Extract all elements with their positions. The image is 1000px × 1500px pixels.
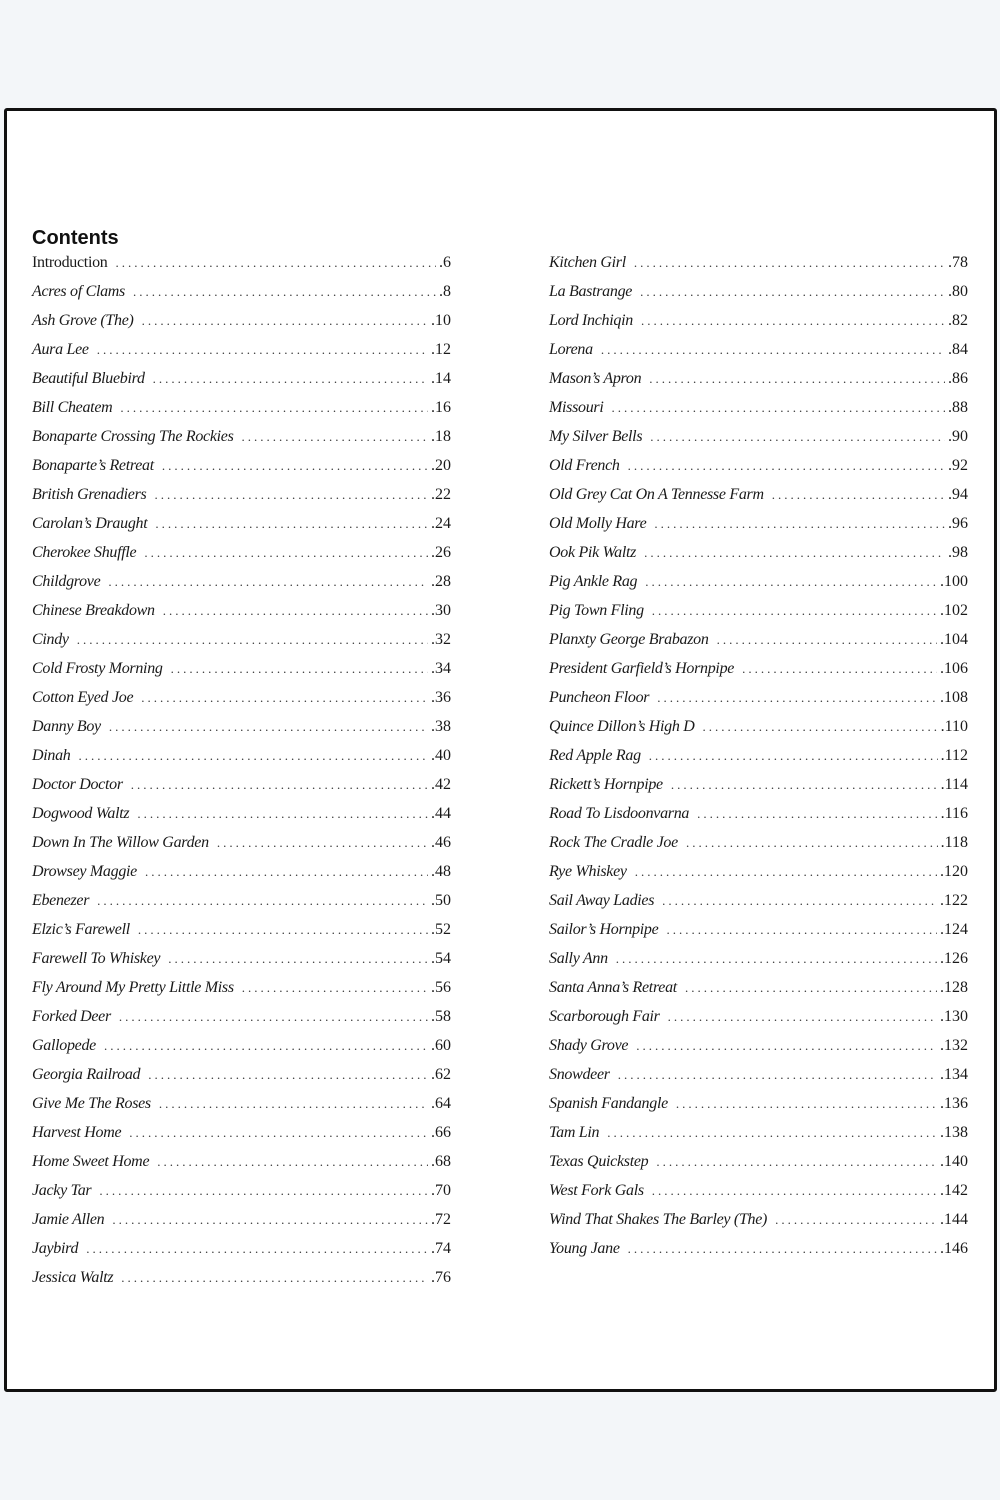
toc-entry-title: Jacky Tar xyxy=(32,1182,92,1199)
toc-entry-title: Texas Quickstep xyxy=(549,1153,649,1170)
toc-entry-page-number: .54 xyxy=(431,950,451,967)
toc-entry-page-number: .20 xyxy=(431,457,451,474)
dot-leader xyxy=(616,951,937,967)
toc-entry-title: Spanish Fandangle xyxy=(549,1095,668,1112)
dot-leader xyxy=(109,719,428,735)
toc-entry-title: Bill Cheatem xyxy=(32,399,113,416)
dot-leader xyxy=(649,371,945,387)
dot-leader xyxy=(242,429,428,445)
dot-leader xyxy=(155,516,428,532)
toc-entry-page-number: .36 xyxy=(431,689,451,706)
dot-leader xyxy=(148,1067,428,1083)
toc-entry xyxy=(32,428,451,457)
dot-leader xyxy=(141,690,428,706)
dot-leader xyxy=(717,632,937,648)
toc-entry-title: Old French xyxy=(549,457,620,474)
dot-leader xyxy=(628,1241,937,1257)
toc-entry-page-number: .42 xyxy=(431,776,451,793)
toc-entry-page-number: .50 xyxy=(431,892,451,909)
toc-entry-title: Elzic’s Farewell xyxy=(32,921,130,938)
toc-entry-title: Cherokee Shuffle xyxy=(32,544,137,561)
toc-entry-page-number: .132 xyxy=(940,1037,968,1054)
toc-entry-title: Sailor’s Hornpipe xyxy=(549,921,659,938)
toc-entry-page-number: .26 xyxy=(431,544,451,561)
toc-entry xyxy=(549,544,968,573)
toc-entry-title: Mason’s Apron xyxy=(549,370,642,387)
toc-entry-title: Fly Around My Pretty Little Miss xyxy=(32,979,234,996)
toc-entry-page-number: .144 xyxy=(940,1211,968,1228)
toc-entry-title: Scarborough Fair xyxy=(549,1008,660,1025)
toc-entry-page-number: .110 xyxy=(940,718,968,735)
toc-entry-page-number: .88 xyxy=(948,399,968,416)
toc-entry-page-number: .80 xyxy=(948,283,968,300)
toc-entry-title: Acres of Clams xyxy=(32,283,125,300)
toc-entry-page-number: .60 xyxy=(431,1037,451,1054)
toc-entry-page-number: .18 xyxy=(431,428,451,445)
toc-entry-title: Ash Grove (The) xyxy=(32,312,134,329)
toc-entry xyxy=(549,1240,968,1269)
toc-entry-title: Harvest Home xyxy=(32,1124,122,1141)
toc-entry-title: Dinah xyxy=(32,747,71,764)
toc-entry xyxy=(549,341,968,370)
dot-leader xyxy=(162,458,428,474)
toc-entry xyxy=(32,544,451,573)
document-page xyxy=(4,108,997,1392)
dot-leader xyxy=(86,1241,428,1257)
toc-entry xyxy=(32,399,451,428)
toc-entry xyxy=(32,979,451,1008)
contents-column-left xyxy=(32,254,451,1298)
toc-entry-page-number: .86 xyxy=(948,370,968,387)
toc-entry-title: Sally Ann xyxy=(549,950,608,967)
toc-entry xyxy=(549,1037,968,1066)
toc-entry-page-number: .16 xyxy=(431,399,451,416)
toc-entry xyxy=(32,631,451,660)
toc-entry-page-number: .52 xyxy=(431,921,451,938)
toc-entry-title: Georgia Railroad xyxy=(32,1066,141,1083)
toc-entry-page-number: .142 xyxy=(940,1182,968,1199)
dot-leader xyxy=(645,574,937,590)
dot-leader xyxy=(668,1009,937,1025)
toc-entry xyxy=(32,718,451,747)
toc-entry xyxy=(32,312,451,341)
toc-entry xyxy=(549,747,968,776)
dot-leader xyxy=(703,719,938,735)
toc-entry-title: Tam Lin xyxy=(549,1124,600,1141)
toc-entry-page-number: .64 xyxy=(431,1095,451,1112)
toc-entry xyxy=(32,950,451,979)
dot-leader xyxy=(79,748,428,764)
toc-entry xyxy=(549,370,968,399)
toc-entry-title: Lorena xyxy=(549,341,593,358)
toc-entry xyxy=(32,1269,451,1298)
toc-entry xyxy=(32,1037,451,1066)
toc-entry-title: Danny Boy xyxy=(32,718,101,735)
dot-leader xyxy=(159,1096,428,1112)
toc-entry-title: Jessica Waltz xyxy=(32,1269,114,1286)
dot-leader xyxy=(775,1212,937,1228)
toc-entry-page-number: .62 xyxy=(431,1066,451,1083)
dot-leader xyxy=(120,400,428,416)
dot-leader xyxy=(666,922,937,938)
toc-entry-title: British Grenadiers xyxy=(32,486,147,503)
dot-leader xyxy=(636,1038,937,1054)
toc-entry-page-number: .44 xyxy=(431,805,451,822)
toc-entry-page-number: .56 xyxy=(431,979,451,996)
toc-entry xyxy=(32,254,451,283)
toc-entry-title: La Bastrange xyxy=(549,283,633,300)
toc-entry xyxy=(32,805,451,834)
toc-entry-page-number: .118 xyxy=(940,834,968,851)
dot-leader xyxy=(163,603,428,619)
dot-leader xyxy=(129,1125,428,1141)
toc-entry-page-number: .106 xyxy=(940,660,968,677)
dot-leader xyxy=(108,574,428,590)
contents-column-right xyxy=(549,254,968,1269)
toc-entry xyxy=(549,254,968,283)
toc-entry-page-number: .104 xyxy=(940,631,968,648)
toc-entry-page-number: .140 xyxy=(940,1153,968,1170)
toc-entry-title: Ook Pik Waltz xyxy=(549,544,637,561)
dot-leader xyxy=(644,545,945,561)
toc-entry xyxy=(549,892,968,921)
toc-entry-page-number: .98 xyxy=(948,544,968,561)
toc-entry-page-number: .66 xyxy=(431,1124,451,1141)
dot-leader xyxy=(656,1154,937,1170)
toc-entry-title: Jaybird xyxy=(32,1240,79,1257)
dot-leader xyxy=(116,255,437,271)
toc-entry xyxy=(32,1240,451,1269)
dot-leader xyxy=(145,864,428,880)
toc-entry-page-number: .10 xyxy=(431,312,451,329)
toc-entry-title: Red Apple Rag xyxy=(549,747,641,764)
toc-entry-page-number: .108 xyxy=(940,689,968,706)
toc-entry xyxy=(32,515,451,544)
toc-entry-page-number: .72 xyxy=(431,1211,451,1228)
toc-entry xyxy=(32,486,451,515)
dot-leader xyxy=(168,951,428,967)
toc-entry-page-number: .122 xyxy=(940,892,968,909)
toc-entry-title: Farewell To Whiskey xyxy=(32,950,161,967)
toc-entry-page-number: .130 xyxy=(940,1008,968,1025)
toc-entry xyxy=(32,573,451,602)
toc-entry-page-number: .136 xyxy=(940,1095,968,1112)
toc-entry-title: Cold Frosty Morning xyxy=(32,660,163,677)
toc-entry xyxy=(32,776,451,805)
toc-entry-title: Home Sweet Home xyxy=(32,1153,150,1170)
dot-leader xyxy=(634,255,945,271)
dot-leader xyxy=(154,487,428,503)
toc-entry-page-number: .24 xyxy=(431,515,451,532)
toc-entry-title: Pig Ankle Rag xyxy=(549,573,638,590)
toc-entry-title: Old Molly Hare xyxy=(549,515,647,532)
toc-entry xyxy=(32,689,451,718)
toc-entry xyxy=(549,631,968,660)
toc-entry-title: Carolan’s Draught xyxy=(32,515,148,532)
toc-entry xyxy=(549,776,968,805)
dot-leader xyxy=(138,922,428,938)
dot-leader xyxy=(686,835,938,851)
toc-entry xyxy=(32,1095,451,1124)
toc-entry-page-number: .128 xyxy=(940,979,968,996)
toc-entry xyxy=(32,1124,451,1153)
toc-entry-page-number: .30 xyxy=(431,602,451,619)
toc-entry-title: Drowsey Maggie xyxy=(32,863,137,880)
toc-entry-page-number: .6 xyxy=(439,254,451,271)
toc-entry-title: Road To Lisdoonvarna xyxy=(549,805,690,822)
toc-entry-title: Bonaparte Crossing The Rockies xyxy=(32,428,234,445)
dot-leader xyxy=(97,893,428,909)
toc-entry-title: Sail Away Ladies xyxy=(549,892,655,909)
toc-entry xyxy=(549,863,968,892)
dot-leader xyxy=(119,1009,428,1025)
page-title: Contents xyxy=(32,227,119,249)
toc-entry xyxy=(549,834,968,863)
toc-entry-title: Quince Dillon’s High D xyxy=(549,718,695,735)
toc-entry-title: Forked Deer xyxy=(32,1008,111,1025)
dot-leader xyxy=(671,777,938,793)
toc-entry xyxy=(549,573,968,602)
toc-entry xyxy=(549,1124,968,1153)
toc-entry-page-number: .92 xyxy=(948,457,968,474)
toc-entry xyxy=(549,805,968,834)
dot-leader xyxy=(628,458,945,474)
toc-entry-title: Ebenezer xyxy=(32,892,90,909)
toc-entry-page-number: .74 xyxy=(431,1240,451,1257)
toc-entry-title: Old Grey Cat On A Tennesse Farm xyxy=(549,486,764,503)
dot-leader xyxy=(142,313,428,329)
toc-entry xyxy=(549,486,968,515)
dot-leader xyxy=(618,1067,937,1083)
dot-leader xyxy=(217,835,428,851)
toc-entry xyxy=(32,1182,451,1211)
dot-leader xyxy=(654,516,945,532)
toc-entry-page-number: .32 xyxy=(431,631,451,648)
toc-entry-title: Wind That Shakes The Barley (The) xyxy=(549,1211,768,1228)
dot-leader xyxy=(99,1183,428,1199)
toc-entry-page-number: .48 xyxy=(431,863,451,880)
toc-entry-page-number: .114 xyxy=(940,776,968,793)
toc-entry-page-number: .120 xyxy=(940,863,968,880)
toc-entry xyxy=(32,747,451,776)
dot-leader xyxy=(742,661,937,677)
toc-entry-page-number: .102 xyxy=(940,602,968,619)
dot-leader xyxy=(685,980,937,996)
toc-entry-title: Pig Town Fling xyxy=(549,602,644,619)
toc-entry xyxy=(549,921,968,950)
toc-entry-title: Down In The Willow Garden xyxy=(32,834,209,851)
toc-entry-page-number: .84 xyxy=(948,341,968,358)
toc-entry-title: Puncheon Floor xyxy=(549,689,650,706)
toc-entry xyxy=(32,283,451,312)
toc-entry xyxy=(32,863,451,892)
toc-entry-page-number: .22 xyxy=(431,486,451,503)
toc-entry xyxy=(549,1008,968,1037)
toc-entry xyxy=(549,515,968,544)
toc-entry-title: Dogwood Waltz xyxy=(32,805,130,822)
toc-entry-title: Aura Lee xyxy=(32,341,89,358)
toc-entry-title: Gallopede xyxy=(32,1037,96,1054)
toc-entry-title: Missouri xyxy=(549,399,604,416)
toc-entry-page-number: .38 xyxy=(431,718,451,735)
toc-entry-page-number: .94 xyxy=(948,486,968,503)
dot-leader xyxy=(652,603,937,619)
toc-entry xyxy=(32,457,451,486)
toc-entry-title: Kitchen Girl xyxy=(549,254,626,271)
toc-entry-page-number: .70 xyxy=(431,1182,451,1199)
dot-leader xyxy=(144,545,428,561)
toc-entry-title: Introduction xyxy=(32,254,108,271)
toc-entry-title: Doctor Doctor xyxy=(32,776,123,793)
dot-leader xyxy=(137,806,428,822)
dot-leader xyxy=(657,690,937,706)
toc-entry-page-number: .68 xyxy=(431,1153,451,1170)
dot-leader xyxy=(641,313,945,329)
toc-entry-title: Chinese Breakdown xyxy=(32,602,155,619)
toc-entry-page-number: .134 xyxy=(940,1066,968,1083)
dot-leader xyxy=(97,342,428,358)
dot-leader xyxy=(635,864,937,880)
toc-entry-title: West Fork Gals xyxy=(549,1182,644,1199)
toc-entry-page-number: .126 xyxy=(940,950,968,967)
toc-entry-title: Rock The Cradle Joe xyxy=(549,834,678,851)
toc-entry xyxy=(32,602,451,631)
toc-entry xyxy=(32,1066,451,1095)
dot-leader xyxy=(697,806,937,822)
dot-leader xyxy=(772,487,945,503)
toc-entry xyxy=(549,718,968,747)
toc-entry-title: Cindy xyxy=(32,631,69,648)
toc-entry xyxy=(549,457,968,486)
toc-entry-page-number: .46 xyxy=(431,834,451,851)
toc-entry xyxy=(549,660,968,689)
dot-leader xyxy=(153,371,428,387)
toc-entry xyxy=(549,602,968,631)
toc-entry-title: Childgrove xyxy=(32,573,101,590)
toc-entry xyxy=(549,399,968,428)
toc-entry-title: Jamie Allen xyxy=(32,1211,105,1228)
toc-entry-page-number: .12 xyxy=(431,341,451,358)
dot-leader xyxy=(601,342,945,358)
toc-entry-title: Santa Anna’s Retreat xyxy=(549,979,677,996)
toc-entry-title: Planxty George Brabazon xyxy=(549,631,709,648)
toc-entry-title: Bonaparte’s Retreat xyxy=(32,457,154,474)
dot-leader xyxy=(131,777,428,793)
dot-leader xyxy=(133,284,436,300)
toc-entry xyxy=(32,1153,451,1182)
toc-entry-page-number: .90 xyxy=(948,428,968,445)
toc-entry-page-number: .96 xyxy=(948,515,968,532)
dot-leader xyxy=(652,1183,937,1199)
toc-entry-page-number: .28 xyxy=(431,573,451,590)
toc-entry-page-number: .100 xyxy=(940,573,968,590)
toc-entry-title: My Silver Bells xyxy=(549,428,643,445)
toc-entry-page-number: .76 xyxy=(431,1269,451,1286)
toc-entry-page-number: .8 xyxy=(439,283,451,300)
dot-leader xyxy=(662,893,937,909)
toc-entry-page-number: .82 xyxy=(948,312,968,329)
toc-entry xyxy=(32,370,451,399)
toc-entry xyxy=(549,950,968,979)
toc-entry xyxy=(549,689,968,718)
toc-entry-title: Rye Whiskey xyxy=(549,863,627,880)
dot-leader xyxy=(676,1096,937,1112)
toc-entry xyxy=(32,892,451,921)
toc-entry xyxy=(32,341,451,370)
toc-entry xyxy=(32,921,451,950)
toc-entry-title: Lord Inchiqin xyxy=(549,312,633,329)
dot-leader xyxy=(650,429,945,445)
toc-entry xyxy=(32,834,451,863)
toc-entry-page-number: .138 xyxy=(940,1124,968,1141)
toc-entry-page-number: .34 xyxy=(431,660,451,677)
toc-entry-page-number: .116 xyxy=(940,805,968,822)
toc-entry xyxy=(32,1211,451,1240)
dot-leader xyxy=(77,632,428,648)
dot-leader xyxy=(649,748,938,764)
toc-entry-page-number: .146 xyxy=(940,1240,968,1257)
dot-leader xyxy=(612,400,946,416)
toc-entry-page-number: .78 xyxy=(948,254,968,271)
dot-leader xyxy=(157,1154,428,1170)
toc-entry xyxy=(549,1182,968,1211)
dot-leader xyxy=(104,1038,428,1054)
toc-entry xyxy=(549,283,968,312)
toc-entry xyxy=(549,1211,968,1240)
toc-entry-page-number: .58 xyxy=(431,1008,451,1025)
dot-leader xyxy=(112,1212,428,1228)
toc-entry-title: Give Me The Roses xyxy=(32,1095,151,1112)
toc-entry-page-number: .40 xyxy=(431,747,451,764)
dot-leader xyxy=(171,661,428,677)
toc-entry-title: Rickett’s Hornpipe xyxy=(549,776,663,793)
dot-leader xyxy=(640,284,945,300)
toc-entry-title: President Garfield’s Hornpipe xyxy=(549,660,735,677)
toc-entry-title: Snowdeer xyxy=(549,1066,610,1083)
dot-leader xyxy=(607,1125,937,1141)
toc-entry-page-number: .124 xyxy=(940,921,968,938)
toc-entry xyxy=(549,428,968,457)
dot-leader xyxy=(242,980,428,996)
toc-entry xyxy=(549,979,968,1008)
toc-entry xyxy=(32,1008,451,1037)
toc-entry xyxy=(549,1095,968,1124)
toc-entry xyxy=(32,660,451,689)
toc-entry-page-number: .112 xyxy=(940,747,968,764)
toc-entry xyxy=(549,312,968,341)
toc-entry xyxy=(549,1066,968,1095)
dot-leader xyxy=(121,1270,428,1286)
toc-entry-title: Young Jane xyxy=(549,1240,620,1257)
toc-entry-title: Cotton Eyed Joe xyxy=(32,689,134,706)
toc-entry-title: Shady Grove xyxy=(549,1037,629,1054)
toc-entry-page-number: .14 xyxy=(431,370,451,387)
toc-entry-title: Beautiful Bluebird xyxy=(32,370,145,387)
toc-entry xyxy=(549,1153,968,1182)
